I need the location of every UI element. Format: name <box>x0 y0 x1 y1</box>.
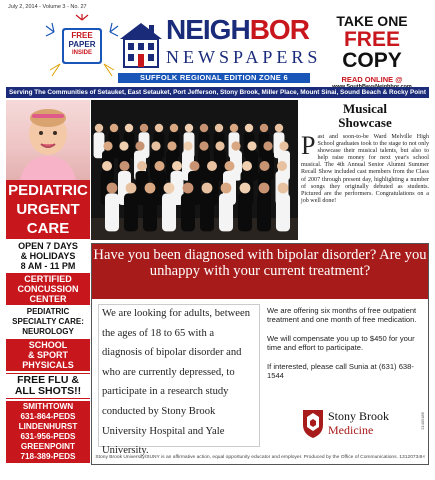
performer-head <box>164 183 175 194</box>
specialty-line: PEDIATRIC <box>26 307 70 316</box>
article-dropcap: P <box>301 131 316 160</box>
read-online-label: READ ONLINE @ <box>341 75 403 84</box>
performer-head <box>199 141 208 150</box>
performer-head <box>242 161 252 171</box>
performer-head <box>279 141 288 150</box>
promo-free-paper-badge <box>64 31 100 58</box>
sports-line: SCHOOL <box>28 340 68 350</box>
take-one-free-copy <box>317 14 427 90</box>
performer-head <box>126 183 137 194</box>
performer-body <box>276 193 290 231</box>
pediatric-title-line: PEDIATRIC <box>8 182 88 199</box>
performer-head <box>202 183 213 194</box>
article-title-line: Musical <box>342 101 388 116</box>
location-phone: 631-956-PEDS <box>20 432 76 441</box>
logo-wordmark <box>166 15 309 45</box>
ad-code: 21405485 <box>420 412 425 430</box>
performer-head <box>225 161 235 171</box>
performer-head <box>170 124 178 132</box>
pediatric-title-line: CARE <box>26 220 70 237</box>
sports-line: PHYSICALS <box>22 360 74 370</box>
copy-label: COPY <box>342 49 402 72</box>
performer-head <box>247 141 256 150</box>
performer-head <box>137 161 147 171</box>
performer-head <box>215 141 224 150</box>
performer-head <box>185 124 193 132</box>
performer-head <box>200 124 208 132</box>
performer-body <box>143 193 157 231</box>
ad-offer-treatment: We are offering six months of free outpatient treatment and one month of free medication. <box>267 306 417 324</box>
pediatric-hours <box>6 241 90 271</box>
performer-head <box>145 183 156 194</box>
ad-offer-compensation: We will compensate you up to $450 for your time and effort to participate. <box>267 334 415 352</box>
ad-study-description: We are looking for adults, between the ages of 18 to 65 with a diagnosis of bipolar disorder and who are currently depressed, to participate in a research study conducted by Stony Brook University Hospital and Yale University. <box>102 308 250 457</box>
performer-head <box>260 124 268 132</box>
concussion-line: CERTIFIED <box>24 274 72 284</box>
performer-body <box>200 193 214 231</box>
communities-banner: Serving The Communities of Setauket, East Setauket, Port Jefferson, Stony Brook, Miller Place, Mount Sinai, Sound Beach & Rocky Point <box>6 87 429 98</box>
free-label: FREE <box>343 28 400 51</box>
logo-wordmark-right: BOR <box>249 14 309 45</box>
location-name: GREENPOINT <box>20 442 76 451</box>
article-title-line: Showcase <box>338 115 392 130</box>
performer-head <box>119 141 128 150</box>
shield-icon <box>302 409 324 439</box>
performer-head <box>102 161 112 171</box>
concussion-line: CONCUSSION <box>17 284 79 294</box>
logo-subtitle: NEWSPAPERS <box>166 47 322 67</box>
performer-head <box>275 124 283 132</box>
take-one-label: TAKE ONE <box>336 13 408 29</box>
performer-head <box>231 141 240 150</box>
performer-head <box>155 161 165 171</box>
performer-head <box>183 141 192 150</box>
performer-head <box>125 124 133 132</box>
performer-head <box>207 161 217 171</box>
performer-head <box>240 183 251 194</box>
performer-head <box>151 141 160 150</box>
group-photo-illustration <box>91 100 298 240</box>
performer-head <box>183 183 194 194</box>
stony-brook-medicine-logo <box>302 409 417 443</box>
hours-line: OPEN 7 DAYS <box>18 241 78 251</box>
article-text: ast and soon-to-be Ward Melville High School graduates took to the stage to not only showcase their musical talents, but also to help raise money for next year's school musical. The 4th Annual Senior Alumni Summer Recall Show included cast members from the Class of 2007 through present day, highlighting a number of songs they originally debuted as students. Pictured are the performers. Congratulations on a job well done! <box>301 134 429 204</box>
article-title <box>301 102 429 130</box>
concussion-center <box>6 273 90 305</box>
ad-offer-details <box>267 306 417 390</box>
performer-body <box>181 193 195 231</box>
pediatric-urgent-care-ad <box>6 180 90 460</box>
location-phone: 718-389-PEDS <box>20 452 76 461</box>
article-body <box>301 131 429 205</box>
neighbor-newspapers-logo <box>118 14 322 95</box>
group-photo <box>91 100 298 240</box>
specialty-line: SPECIALTY CARE: <box>12 317 84 326</box>
specialty-line: NEUROLOGY <box>22 327 74 336</box>
ad-contact[interactable]: If interested, please call Sunia at (631) 638-1544 <box>267 362 414 380</box>
performer-body <box>105 193 119 231</box>
house-icon <box>118 19 164 69</box>
performer-head <box>172 161 182 171</box>
performer-head <box>135 141 144 150</box>
musical-showcase-article <box>301 100 429 240</box>
promo-line-paper: PAPER <box>68 40 96 49</box>
performer-head <box>215 124 223 132</box>
performer-head <box>140 124 148 132</box>
performer-head <box>221 183 232 194</box>
performer-head <box>167 141 176 150</box>
performer-head <box>190 161 200 171</box>
performer-head <box>278 183 289 194</box>
performer-head <box>120 161 130 171</box>
performer-body <box>257 193 271 231</box>
location-name: LINDENHURST <box>18 422 78 431</box>
location-phone: 631-864-PEDS <box>20 412 76 421</box>
performer-head <box>259 183 270 194</box>
flu-line: FREE FLU & <box>17 374 79 386</box>
locations-list <box>6 401 90 463</box>
performer-head <box>110 124 118 132</box>
performer-head <box>230 124 238 132</box>
logo-line-medicine: Medicine <box>328 423 374 437</box>
performer-body <box>219 193 233 231</box>
hours-line: 8 AM - 11 PM <box>20 261 76 271</box>
baby-photo <box>6 100 90 180</box>
pediatric-ad-title <box>6 180 90 239</box>
performer-body <box>124 193 138 231</box>
performer-head <box>277 161 287 171</box>
logo-wordmark-left: NEIGH <box>166 14 250 45</box>
bipolar-study-ad <box>91 243 429 465</box>
free-flu-shots <box>6 373 90 399</box>
promo-line-free: FREE <box>71 31 93 40</box>
performer-head <box>260 161 270 171</box>
baby-illustration <box>6 100 90 180</box>
logo-line-stony-brook: Stony Brook <box>328 409 390 423</box>
performer-head <box>263 141 272 150</box>
specialty-care <box>6 307 90 337</box>
performer-head <box>103 141 112 150</box>
performer-body <box>238 193 252 231</box>
performer-head <box>155 124 163 132</box>
performer-head <box>107 183 118 194</box>
flu-line: ALL SHOTS!! <box>14 385 82 397</box>
edition-bar: SUFFOLK REGIONAL EDITION ZONE 6 <box>118 73 310 83</box>
performer-head <box>95 124 103 132</box>
performer-head <box>245 124 253 132</box>
issue-date-line: July 2, 2014 - Volume 3 - No. 27 <box>8 4 87 10</box>
ad-headline: Have you been diagnosed with bipolar disorder? Are you unhappy with your current treatment? <box>92 244 428 299</box>
sport-physicals <box>6 339 90 371</box>
performer-body <box>162 193 176 231</box>
sports-line: & SPORT <box>27 350 68 360</box>
ad-fine-print: Stony Brook University/SUNY is an affirmative action, equal opportunity educator and employer. Produced by the Office of Communications. 13120734H <box>95 455 425 460</box>
promo-line-inside: INSIDE <box>71 50 92 56</box>
pediatric-title-line: URGENT <box>16 201 80 218</box>
location-name: SMITHTOWN <box>22 402 74 411</box>
hours-line: & HOLIDAYS <box>20 251 76 261</box>
concussion-line: CENTER <box>29 294 67 304</box>
